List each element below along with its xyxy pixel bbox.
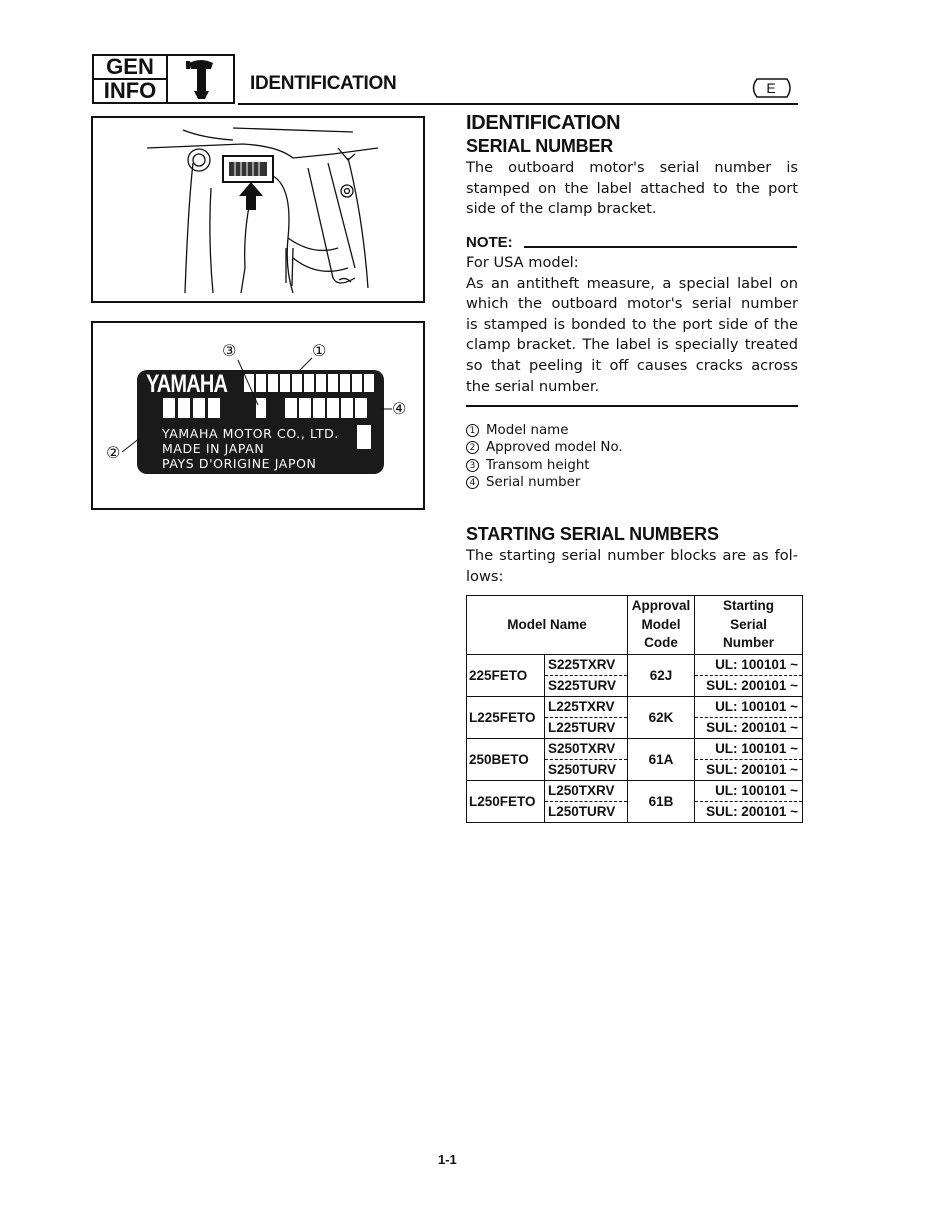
language-badge-text: E xyxy=(766,80,776,96)
cell-submodel: S250TURV xyxy=(545,760,628,781)
table-row xyxy=(467,739,803,760)
cell-submodel: S225TXRV xyxy=(545,655,628,676)
figure-legend xyxy=(466,422,623,491)
header-approval-code xyxy=(628,596,695,655)
text-line: stamped on the label attached to the port xyxy=(466,179,798,197)
header-starting-serial xyxy=(695,596,803,655)
cell-serial: UL: 100101 ~ xyxy=(695,697,803,718)
cell-code: 61A xyxy=(628,739,695,781)
clamp-bracket-drawing xyxy=(93,118,423,301)
cell-model: 225FETO xyxy=(467,655,545,697)
text-line: which the outboard motor's serial number xyxy=(466,295,798,313)
text-line: side of the clamp bracket. xyxy=(466,200,657,218)
cell-submodel: L250TURV xyxy=(545,802,628,823)
label-line-origin-fr: PAYS D'ORIGINE JAPON xyxy=(162,456,317,471)
text-line: clamp bracket. The label is specially treated xyxy=(466,336,798,354)
cell-code: 62K xyxy=(628,697,695,739)
legend-item xyxy=(466,439,623,456)
legend-text: Model name xyxy=(486,423,569,438)
label-line-maker: YAMAHA MOTOR CO., LTD. xyxy=(162,426,339,441)
label-brand: YAMAHA xyxy=(146,370,228,398)
legend-text: Transom height xyxy=(486,457,590,473)
table-row xyxy=(467,655,803,676)
legend-item xyxy=(466,457,623,474)
callout-2: ② xyxy=(106,443,121,462)
header-model-name: Model Name xyxy=(467,596,628,655)
table-row xyxy=(467,781,803,802)
legend-number: 2 xyxy=(466,441,479,454)
header-line: Approval xyxy=(631,598,691,614)
starting-serial-heading: STARTING SERIAL NUMBERS xyxy=(466,524,719,544)
section-label xyxy=(94,56,168,102)
legend-number: 1 xyxy=(466,424,479,437)
cell-submodel: S225TURV xyxy=(545,676,628,697)
callout-3: ③ xyxy=(222,341,237,360)
cell-serial: UL: 100101 ~ xyxy=(695,739,803,760)
serial-number-table xyxy=(466,595,803,823)
text-line: the serial number. xyxy=(466,377,600,395)
text-line: The starting serial number blocks are as fol- xyxy=(466,547,798,564)
legend-number: 3 xyxy=(466,459,479,472)
outboard-motor-icon xyxy=(168,56,233,102)
legend-item xyxy=(466,422,623,439)
page-number: 1-1 xyxy=(438,1152,457,1167)
section-label-info: INFO xyxy=(94,78,166,102)
cell-serial: SUL: 200101 ~ xyxy=(695,718,803,739)
header-line: Starting xyxy=(722,598,774,614)
text-line: lows: xyxy=(466,567,504,585)
cell-submodel: L225TURV xyxy=(545,718,628,739)
cell-code: 61B xyxy=(628,781,695,823)
section-tab xyxy=(92,54,235,104)
table-row xyxy=(467,697,803,718)
section-label-gen: GEN xyxy=(106,54,154,79)
header-line: Number xyxy=(722,635,774,651)
note-text xyxy=(466,253,798,397)
cell-submodel: S250TXRV xyxy=(545,739,628,760)
header-line: Code xyxy=(644,635,678,651)
cell-serial: SUL: 200101 ~ xyxy=(695,760,803,781)
section-heading: IDENTIFICATION xyxy=(466,112,621,134)
legend-number: 4 xyxy=(466,476,479,489)
cell-model: L250FETO xyxy=(467,781,545,823)
cell-model: L225FETO xyxy=(467,697,545,739)
cell-model: 250BETO xyxy=(467,739,545,781)
callout-1: ① xyxy=(312,341,327,360)
text-line: so that peeling it off causes cracks across xyxy=(466,356,798,374)
label-line-origin: MADE IN JAPAN xyxy=(162,441,265,456)
text-line: For USA model: xyxy=(466,254,579,271)
language-badge xyxy=(748,78,794,98)
cell-serial: SUL: 200101 ~ xyxy=(695,802,803,823)
text-line: As an antitheft measure, a special label on xyxy=(466,274,798,292)
starting-serial-text xyxy=(466,546,798,587)
header-rule xyxy=(238,103,798,105)
cell-submodel: L225TXRV xyxy=(545,697,628,718)
callout-4: ④ xyxy=(392,399,407,418)
clamp-bracket-illustration xyxy=(91,116,425,303)
text-line: is stamped is bonded to the port side of the xyxy=(466,315,798,333)
cell-serial: UL: 100101 ~ xyxy=(695,781,803,802)
cell-serial: UL: 100101 ~ xyxy=(695,655,803,676)
note-label: NOTE: xyxy=(466,234,513,251)
legend-item xyxy=(466,474,623,491)
note-end-rule xyxy=(466,405,798,407)
text-line: The outboard motor's serial number is xyxy=(466,159,798,176)
header-title: IDENTIFICATION xyxy=(250,73,397,94)
cell-serial: SUL: 200101 ~ xyxy=(695,676,803,697)
table-header-row xyxy=(467,596,803,655)
header-line: Model xyxy=(641,616,681,632)
cell-code: 62J xyxy=(628,655,695,697)
legend-text: Approved model No. xyxy=(486,440,623,456)
serial-number-text xyxy=(466,158,798,220)
cell-submodel: L250TXRV xyxy=(545,781,628,802)
legend-text: Serial number xyxy=(486,474,581,490)
serial-number-heading: SERIAL NUMBER xyxy=(466,136,614,156)
header-line: Serial xyxy=(730,616,767,632)
note-rule xyxy=(524,246,797,248)
